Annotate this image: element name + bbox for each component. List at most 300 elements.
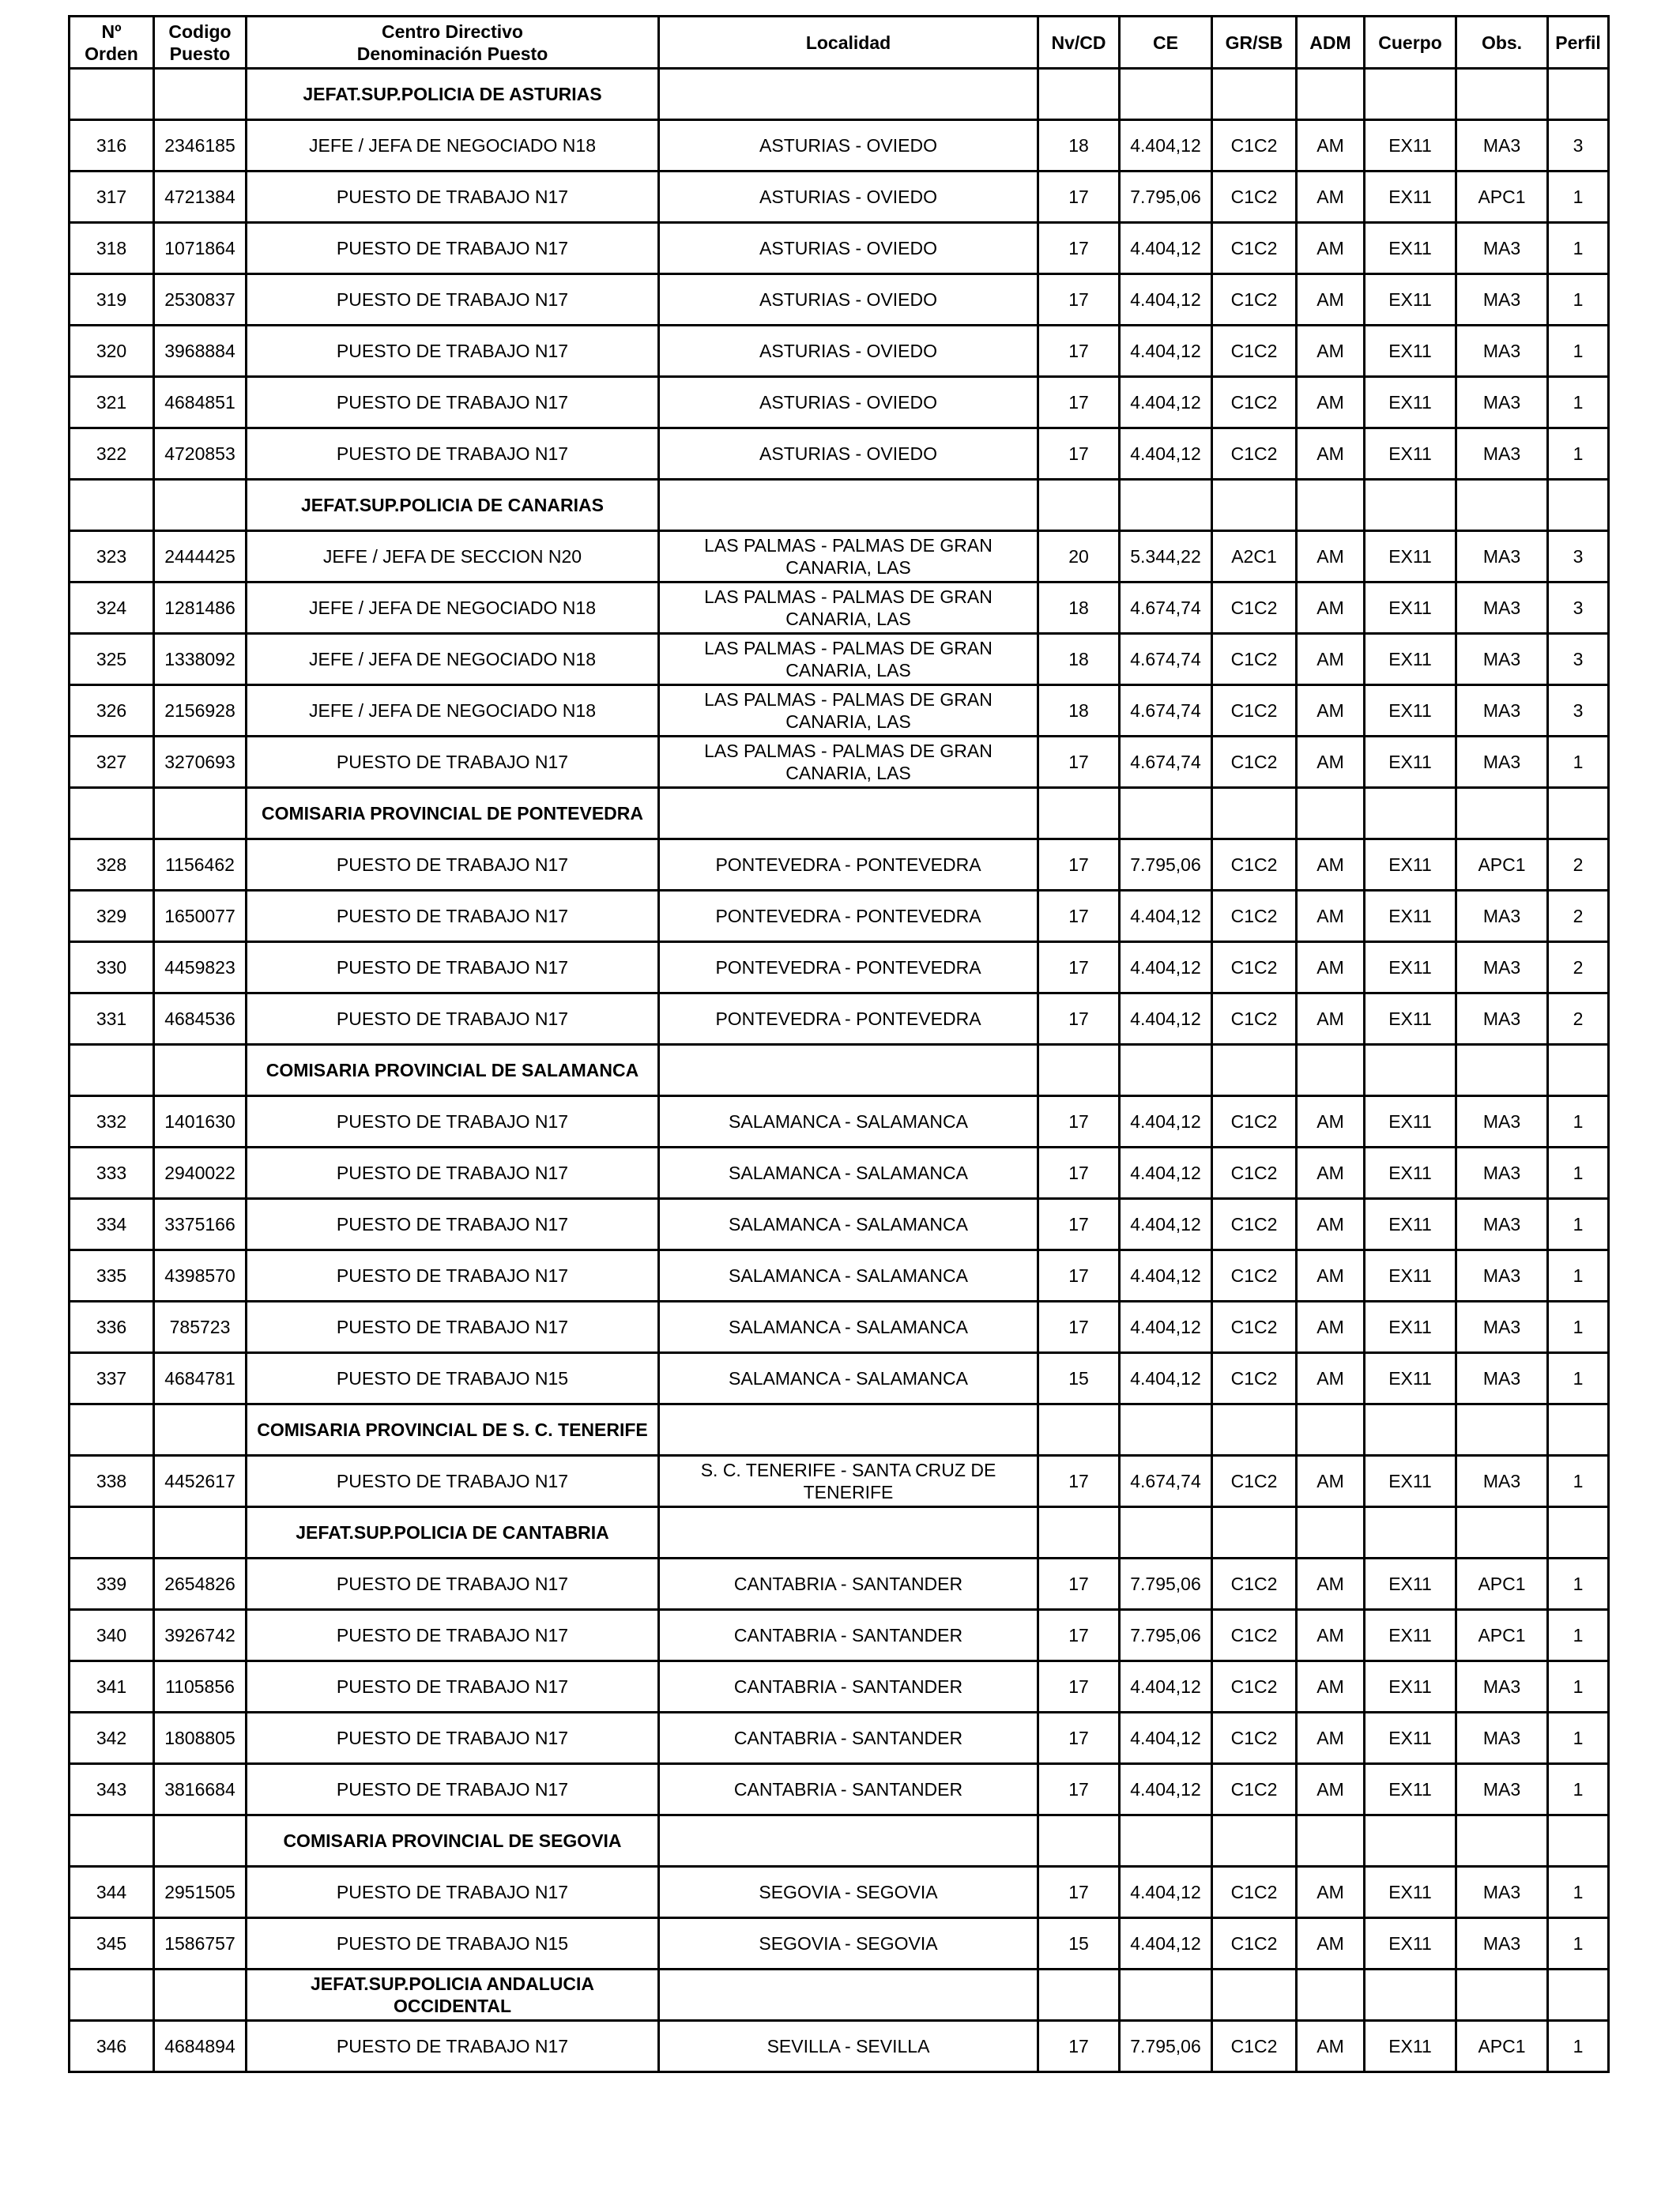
- empty-cell: [1212, 788, 1297, 839]
- empty-cell: [1212, 1507, 1297, 1559]
- cell-denominacion: JEFE / JEFA DE SECCION N20: [247, 531, 659, 582]
- cell-adm: AM: [1297, 223, 1365, 274]
- cell-perfil: 1: [1548, 1559, 1609, 1610]
- cell-orden: 328: [70, 839, 154, 891]
- cell-perfil: 1: [1548, 1302, 1609, 1353]
- cell-ce: 4.674,74: [1120, 1456, 1212, 1507]
- cell-localidad: [659, 1456, 1038, 1507]
- empty-cell: [1120, 69, 1212, 120]
- cell-cuerpo: EX11: [1365, 274, 1456, 326]
- cell-grsb: C1C2: [1212, 274, 1297, 326]
- cell-cuerpo: EX11: [1365, 326, 1456, 377]
- cell-codigo: 1650077: [154, 891, 247, 942]
- cell-localidad: SEGOVIA - SEGOVIA: [659, 1867, 1038, 1918]
- table-row: [70, 1867, 1609, 1918]
- cell-orden: 332: [70, 1096, 154, 1148]
- cell-orden: 316: [70, 120, 154, 172]
- cell-denominacion: PUESTO DE TRABAJO N17: [247, 1096, 659, 1148]
- header-orden-line2: Orden: [85, 43, 138, 64]
- cell-perfil: 1: [1548, 737, 1609, 788]
- cell-localidad-line: CANARIA, LAS: [785, 660, 911, 680]
- cell-perfil: 3: [1548, 634, 1609, 685]
- cell-codigo: 4684781: [154, 1353, 247, 1404]
- cell-cuerpo: EX11: [1365, 223, 1456, 274]
- cell-codigo: 2346185: [154, 120, 247, 172]
- cell-localidad-line: TENERIFE: [803, 1482, 894, 1502]
- cell-localidad-line: LAS PALMAS - PALMAS DE GRAN: [704, 586, 993, 607]
- cell-nvcd: 18: [1038, 685, 1120, 737]
- cell-ce: 4.404,12: [1120, 1918, 1212, 1970]
- cell-grsb: C1C2: [1212, 1661, 1297, 1713]
- table-row: [70, 1661, 1609, 1713]
- empty-cell: [70, 1045, 154, 1096]
- cell-codigo: 2940022: [154, 1148, 247, 1199]
- cell-obs: MA3: [1456, 891, 1548, 942]
- section-row: [70, 788, 1609, 839]
- cell-perfil: 1: [1548, 326, 1609, 377]
- empty-cell: [1038, 1507, 1120, 1559]
- cell-localidad-line: CANARIA, LAS: [785, 711, 911, 732]
- cell-denominacion: PUESTO DE TRABAJO N17: [247, 1764, 659, 1815]
- empty-cell: [659, 1404, 1038, 1456]
- cell-grsb: C1C2: [1212, 634, 1297, 685]
- empty-cell: [1297, 1045, 1365, 1096]
- cell-denominacion: PUESTO DE TRABAJO N17: [247, 223, 659, 274]
- cell-obs: MA3: [1456, 582, 1548, 634]
- cell-obs: MA3: [1456, 531, 1548, 582]
- table-row: [70, 891, 1609, 942]
- cell-perfil: 1: [1548, 1764, 1609, 1815]
- cell-orden: 317: [70, 172, 154, 223]
- cell-grsb: C1C2: [1212, 1302, 1297, 1353]
- section-title: COMISARIA PROVINCIAL DE PONTEVEDRA: [247, 788, 659, 839]
- cell-cuerpo: EX11: [1365, 582, 1456, 634]
- cell-localidad: [659, 737, 1038, 788]
- cell-cuerpo: EX11: [1365, 942, 1456, 993]
- table-row: [70, 993, 1609, 1045]
- cell-adm: AM: [1297, 634, 1365, 685]
- cell-obs: MA3: [1456, 1148, 1548, 1199]
- cell-obs: MA3: [1456, 942, 1548, 993]
- cell-denominacion: JEFE / JEFA DE NEGOCIADO N18: [247, 685, 659, 737]
- empty-cell: [1212, 1970, 1297, 2021]
- table-row: [70, 1918, 1609, 1970]
- cell-codigo: 4684851: [154, 377, 247, 428]
- table-row: [70, 685, 1609, 737]
- section-title-line: JEFAT.SUP.POLICIA ANDALUCIA: [310, 1973, 595, 1994]
- header-centro-line2: Denominación Puesto: [356, 43, 548, 64]
- cell-cuerpo: EX11: [1365, 1199, 1456, 1250]
- empty-cell: [1456, 1970, 1548, 2021]
- header-nvcd: Nv/CD: [1038, 17, 1120, 69]
- cell-obs: MA3: [1456, 1302, 1548, 1353]
- empty-cell: [1120, 1045, 1212, 1096]
- cell-obs: APC1: [1456, 1610, 1548, 1661]
- empty-cell: [1365, 1045, 1456, 1096]
- cell-cuerpo: EX11: [1365, 1661, 1456, 1713]
- header-grsb: GR/SB: [1212, 17, 1297, 69]
- cell-nvcd: 17: [1038, 993, 1120, 1045]
- cell-localidad: CANTABRIA - SANTANDER: [659, 1661, 1038, 1713]
- cell-orden: 319: [70, 274, 154, 326]
- empty-cell: [1120, 1507, 1212, 1559]
- cell-localidad: SALAMANCA - SALAMANCA: [659, 1250, 1038, 1302]
- empty-cell: [1297, 788, 1365, 839]
- cell-adm: AM: [1297, 737, 1365, 788]
- header-orden-line1: Nº: [101, 21, 122, 42]
- cell-localidad: PONTEVEDRA - PONTEVEDRA: [659, 942, 1038, 993]
- cell-localidad: [659, 531, 1038, 582]
- cell-perfil: 2: [1548, 993, 1609, 1045]
- cell-perfil: 1: [1548, 172, 1609, 223]
- cell-codigo: 4684894: [154, 2021, 247, 2072]
- cell-localidad: ASTURIAS - OVIEDO: [659, 223, 1038, 274]
- cell-perfil: 3: [1548, 582, 1609, 634]
- cell-adm: AM: [1297, 1456, 1365, 1507]
- cell-obs: MA3: [1456, 737, 1548, 788]
- cell-orden: 341: [70, 1661, 154, 1713]
- cell-nvcd: 17: [1038, 2021, 1120, 2072]
- cell-localidad: CANTABRIA - SANTANDER: [659, 1559, 1038, 1610]
- cell-grsb: C1C2: [1212, 223, 1297, 274]
- cell-obs: MA3: [1456, 1199, 1548, 1250]
- section-row: [70, 1970, 1609, 2021]
- cell-obs: APC1: [1456, 839, 1548, 891]
- cell-cuerpo: EX11: [1365, 634, 1456, 685]
- cell-localidad: [659, 685, 1038, 737]
- cell-ce: 7.795,06: [1120, 839, 1212, 891]
- cell-codigo: 1338092: [154, 634, 247, 685]
- empty-cell: [659, 69, 1038, 120]
- cell-localidad: [659, 582, 1038, 634]
- table-row: [70, 1199, 1609, 1250]
- cell-ce: 7.795,06: [1120, 1559, 1212, 1610]
- table-row: [70, 634, 1609, 685]
- cell-cuerpo: EX11: [1365, 1559, 1456, 1610]
- cell-obs: MA3: [1456, 1713, 1548, 1764]
- empty-cell: [1456, 1507, 1548, 1559]
- header-codigo: [154, 17, 247, 69]
- cell-nvcd: 17: [1038, 1713, 1120, 1764]
- cell-ce: 4.404,12: [1120, 993, 1212, 1045]
- cell-nvcd: 17: [1038, 942, 1120, 993]
- cell-nvcd: 17: [1038, 1559, 1120, 1610]
- header-cuerpo: Cuerpo: [1365, 17, 1456, 69]
- cell-adm: AM: [1297, 1610, 1365, 1661]
- cell-ce: 4.404,12: [1120, 942, 1212, 993]
- cell-perfil: 2: [1548, 839, 1609, 891]
- empty-cell: [1548, 480, 1609, 531]
- cell-orden: 320: [70, 326, 154, 377]
- header-adm: ADM: [1297, 17, 1365, 69]
- section-title: JEFAT.SUP.POLICIA DE CANTABRIA: [247, 1507, 659, 1559]
- cell-nvcd: 17: [1038, 274, 1120, 326]
- cell-grsb: C1C2: [1212, 891, 1297, 942]
- empty-cell: [154, 1507, 247, 1559]
- cell-denominacion: JEFE / JEFA DE NEGOCIADO N18: [247, 120, 659, 172]
- cell-ce: 4.404,12: [1120, 1096, 1212, 1148]
- cell-obs: MA3: [1456, 1867, 1548, 1918]
- cell-cuerpo: EX11: [1365, 1096, 1456, 1148]
- empty-cell: [659, 1815, 1038, 1867]
- cell-ce: 4.404,12: [1120, 377, 1212, 428]
- cell-obs: MA3: [1456, 1661, 1548, 1713]
- cell-codigo: 1156462: [154, 839, 247, 891]
- cell-denominacion: JEFE / JEFA DE NEGOCIADO N18: [247, 582, 659, 634]
- cell-perfil: 1: [1548, 1353, 1609, 1404]
- empty-cell: [1038, 1970, 1120, 2021]
- cell-codigo: 2654826: [154, 1559, 247, 1610]
- table-row: [70, 274, 1609, 326]
- empty-cell: [70, 1815, 154, 1867]
- cell-localidad: CANTABRIA - SANTANDER: [659, 1713, 1038, 1764]
- table-row: [70, 1610, 1609, 1661]
- empty-cell: [154, 1404, 247, 1456]
- empty-cell: [1456, 69, 1548, 120]
- cell-denominacion: PUESTO DE TRABAJO N17: [247, 1199, 659, 1250]
- header-obs: Obs.: [1456, 17, 1548, 69]
- cell-adm: AM: [1297, 1713, 1365, 1764]
- cell-cuerpo: EX11: [1365, 2021, 1456, 2072]
- cell-localidad: SALAMANCA - SALAMANCA: [659, 1353, 1038, 1404]
- table-row: [70, 326, 1609, 377]
- header-ce: CE: [1120, 17, 1212, 69]
- cell-grsb: C1C2: [1212, 1559, 1297, 1610]
- cell-orden: 338: [70, 1456, 154, 1507]
- cell-denominacion: PUESTO DE TRABAJO N17: [247, 2021, 659, 2072]
- cell-localidad: ASTURIAS - OVIEDO: [659, 326, 1038, 377]
- cell-nvcd: 18: [1038, 120, 1120, 172]
- empty-cell: [1456, 1815, 1548, 1867]
- cell-adm: AM: [1297, 1199, 1365, 1250]
- header-codigo-line2: Puesto: [169, 43, 231, 64]
- empty-cell: [1548, 1404, 1609, 1456]
- posts-table: [68, 15, 1610, 2073]
- empty-cell: [1548, 788, 1609, 839]
- cell-localidad-line: S. C. TENERIFE - SANTA CRUZ DE: [700, 1460, 996, 1480]
- cell-nvcd: 18: [1038, 582, 1120, 634]
- table-row: [70, 737, 1609, 788]
- cell-orden: 345: [70, 1918, 154, 1970]
- cell-ce: 4.674,74: [1120, 582, 1212, 634]
- table-row: [70, 1456, 1609, 1507]
- cell-localidad-line: LAS PALMAS - PALMAS DE GRAN: [704, 535, 993, 556]
- cell-localidad: SALAMANCA - SALAMANCA: [659, 1096, 1038, 1148]
- cell-grsb: C1C2: [1212, 1918, 1297, 1970]
- section-row: [70, 1404, 1609, 1456]
- cell-cuerpo: EX11: [1365, 120, 1456, 172]
- cell-adm: AM: [1297, 531, 1365, 582]
- cell-adm: AM: [1297, 1302, 1365, 1353]
- cell-adm: AM: [1297, 120, 1365, 172]
- cell-adm: AM: [1297, 993, 1365, 1045]
- cell-localidad-line: LAS PALMAS - PALMAS DE GRAN: [704, 689, 993, 710]
- cell-perfil: 3: [1548, 120, 1609, 172]
- cell-denominacion: JEFE / JEFA DE NEGOCIADO N18: [247, 634, 659, 685]
- empty-cell: [1365, 1815, 1456, 1867]
- cell-ce: 7.795,06: [1120, 2021, 1212, 2072]
- cell-obs: APC1: [1456, 2021, 1548, 2072]
- cell-localidad-line: LAS PALMAS - PALMAS DE GRAN: [704, 638, 993, 658]
- cell-grsb: C1C2: [1212, 120, 1297, 172]
- table-row: [70, 1764, 1609, 1815]
- cell-codigo: 3968884: [154, 326, 247, 377]
- empty-cell: [1297, 69, 1365, 120]
- table-row: [70, 942, 1609, 993]
- section-row: [70, 1045, 1609, 1096]
- cell-orden: 318: [70, 223, 154, 274]
- cell-localidad: SEGOVIA - SEGOVIA: [659, 1918, 1038, 1970]
- empty-cell: [659, 1507, 1038, 1559]
- cell-codigo: 3816684: [154, 1764, 247, 1815]
- empty-cell: [1548, 69, 1609, 120]
- empty-cell: [1038, 1045, 1120, 1096]
- cell-codigo: 4721384: [154, 172, 247, 223]
- cell-grsb: C1C2: [1212, 942, 1297, 993]
- cell-obs: APC1: [1456, 1559, 1548, 1610]
- cell-adm: AM: [1297, 942, 1365, 993]
- cell-nvcd: 17: [1038, 428, 1120, 480]
- cell-obs: MA3: [1456, 993, 1548, 1045]
- cell-perfil: 3: [1548, 685, 1609, 737]
- cell-grsb: A2C1: [1212, 531, 1297, 582]
- cell-obs: MA3: [1456, 1456, 1548, 1507]
- cell-orden: 327: [70, 737, 154, 788]
- empty-cell: [1365, 788, 1456, 839]
- cell-nvcd: 17: [1038, 1096, 1120, 1148]
- cell-adm: AM: [1297, 891, 1365, 942]
- empty-cell: [1212, 1045, 1297, 1096]
- cell-obs: MA3: [1456, 634, 1548, 685]
- cell-nvcd: 17: [1038, 737, 1120, 788]
- table-row: [70, 120, 1609, 172]
- cell-grsb: C1C2: [1212, 1764, 1297, 1815]
- cell-perfil: 1: [1548, 1610, 1609, 1661]
- cell-localidad: SALAMANCA - SALAMANCA: [659, 1302, 1038, 1353]
- cell-nvcd: 17: [1038, 1610, 1120, 1661]
- cell-cuerpo: EX11: [1365, 1764, 1456, 1815]
- cell-ce: 4.404,12: [1120, 891, 1212, 942]
- cell-grsb: C1C2: [1212, 1456, 1297, 1507]
- cell-orden: 342: [70, 1713, 154, 1764]
- cell-perfil: 3: [1548, 531, 1609, 582]
- empty-cell: [1297, 1507, 1365, 1559]
- cell-denominacion: PUESTO DE TRABAJO N15: [247, 1918, 659, 1970]
- cell-cuerpo: EX11: [1365, 1456, 1456, 1507]
- empty-cell: [1456, 788, 1548, 839]
- cell-codigo: 2156928: [154, 685, 247, 737]
- cell-nvcd: 17: [1038, 1250, 1120, 1302]
- empty-cell: [1365, 69, 1456, 120]
- cell-ce: 4.404,12: [1120, 1867, 1212, 1918]
- section-title: COMISARIA PROVINCIAL DE S. C. TENERIFE: [247, 1404, 659, 1456]
- cell-denominacion: PUESTO DE TRABAJO N15: [247, 1353, 659, 1404]
- cell-perfil: 1: [1548, 1456, 1609, 1507]
- empty-cell: [1548, 1970, 1609, 2021]
- empty-cell: [1212, 1404, 1297, 1456]
- empty-cell: [1120, 788, 1212, 839]
- cell-denominacion: PUESTO DE TRABAJO N17: [247, 839, 659, 891]
- cell-adm: AM: [1297, 1918, 1365, 1970]
- cell-orden: 335: [70, 1250, 154, 1302]
- cell-ce: 4.404,12: [1120, 1199, 1212, 1250]
- cell-orden: 346: [70, 2021, 154, 2072]
- cell-denominacion: PUESTO DE TRABAJO N17: [247, 1867, 659, 1918]
- cell-nvcd: 17: [1038, 1867, 1120, 1918]
- cell-perfil: 1: [1548, 1096, 1609, 1148]
- cell-orden: 325: [70, 634, 154, 685]
- cell-ce: 7.795,06: [1120, 1610, 1212, 1661]
- empty-cell: [1038, 69, 1120, 120]
- cell-denominacion: PUESTO DE TRABAJO N17: [247, 172, 659, 223]
- empty-cell: [1120, 1815, 1212, 1867]
- cell-localidad: SALAMANCA - SALAMANCA: [659, 1199, 1038, 1250]
- table-row: [70, 1559, 1609, 1610]
- cell-denominacion: PUESTO DE TRABAJO N17: [247, 326, 659, 377]
- empty-cell: [154, 69, 247, 120]
- section-title: JEFAT.SUP.POLICIA DE ASTURIAS: [247, 69, 659, 120]
- cell-codigo: 1281486: [154, 582, 247, 634]
- cell-grsb: C1C2: [1212, 326, 1297, 377]
- cell-adm: AM: [1297, 377, 1365, 428]
- empty-cell: [154, 788, 247, 839]
- empty-cell: [1365, 480, 1456, 531]
- cell-codigo: 4684536: [154, 993, 247, 1045]
- cell-cuerpo: EX11: [1365, 428, 1456, 480]
- cell-orden: 337: [70, 1353, 154, 1404]
- cell-perfil: 1: [1548, 1867, 1609, 1918]
- empty-cell: [1456, 1404, 1548, 1456]
- empty-cell: [1038, 788, 1120, 839]
- empty-cell: [1038, 480, 1120, 531]
- cell-denominacion: PUESTO DE TRABAJO N17: [247, 737, 659, 788]
- cell-codigo: 3926742: [154, 1610, 247, 1661]
- cell-cuerpo: EX11: [1365, 1353, 1456, 1404]
- cell-localidad: ASTURIAS - OVIEDO: [659, 377, 1038, 428]
- cell-localidad: CANTABRIA - SANTANDER: [659, 1764, 1038, 1815]
- empty-cell: [1456, 1045, 1548, 1096]
- cell-orden: 344: [70, 1867, 154, 1918]
- cell-ce: 4.404,12: [1120, 428, 1212, 480]
- empty-cell: [1365, 1970, 1456, 2021]
- cell-obs: MA3: [1456, 274, 1548, 326]
- cell-adm: AM: [1297, 172, 1365, 223]
- cell-ce: 5.344,22: [1120, 531, 1212, 582]
- cell-localidad-line: LAS PALMAS - PALMAS DE GRAN: [704, 741, 993, 761]
- cell-grsb: C1C2: [1212, 582, 1297, 634]
- empty-cell: [659, 480, 1038, 531]
- cell-localidad: ASTURIAS - OVIEDO: [659, 172, 1038, 223]
- cell-localidad-line: CANARIA, LAS: [785, 763, 911, 783]
- cell-perfil: 2: [1548, 891, 1609, 942]
- cell-ce: 7.795,06: [1120, 172, 1212, 223]
- cell-ce: 4.404,12: [1120, 1148, 1212, 1199]
- cell-adm: AM: [1297, 1148, 1365, 1199]
- cell-localidad: ASTURIAS - OVIEDO: [659, 120, 1038, 172]
- empty-cell: [1365, 1507, 1456, 1559]
- cell-nvcd: 17: [1038, 377, 1120, 428]
- cell-nvcd: 17: [1038, 1148, 1120, 1199]
- empty-cell: [154, 1815, 247, 1867]
- table-row: [70, 2021, 1609, 2072]
- cell-nvcd: 17: [1038, 1661, 1120, 1713]
- section-title-line: OCCIDENTAL: [393, 1996, 512, 2016]
- header-row: [70, 17, 1609, 69]
- cell-perfil: 1: [1548, 377, 1609, 428]
- cell-denominacion: PUESTO DE TRABAJO N17: [247, 274, 659, 326]
- cell-cuerpo: EX11: [1365, 839, 1456, 891]
- empty-cell: [70, 1507, 154, 1559]
